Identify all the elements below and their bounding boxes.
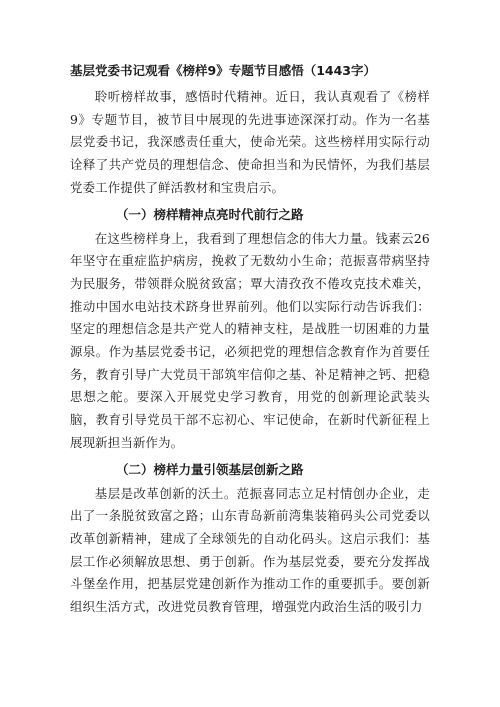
section-paragraph-1: 在这些榜样身上，我看到了理想信念的伟大力量。钱素云26年坚守在重症监护病房，挽救了无数幼小生命；范振喜带病坚持为民服务，带领群众脱贫致富；覃大清孜孜不倦攻克技术难关，推动中国水电站技术跻身世界前列。他们以实际行动告诉我们：坚定的理想信念是共产党人的精神支柱，是战胜一切困难的力量源泉。作为基层党委书记，必须把党的理想信念教育作为首要任务，教育引导广大党员干部筑牢信仰之基、补足精神之钙、把稳思想之舵。要深入开展党史学习教育，用党的创新理论武装头脑，教育引导党员干部不忘初心、牢记使命，在新时代新征程上展现新担当新作为。 <box>70 230 430 450</box>
section-paragraph-2: 基层是改革创新的沃土。范振喜同志立足村情创办企业，走出了一条脱贫致富之路；山东青岛新前湾集装箱码头公司党委以改革创新精神，建成了全球领先的自动化码头。这启示我们：基层工作必须解放思想、勇于创新。作为基层党委，要充分发挥战斗堡垒作用，把基层党建创新作为推动工作的重要抓手。要创新组织生活方式，改进党员教育管理，增强党内政治生活的吸引力 <box>70 485 430 615</box>
section-heading-2: （二）榜样力量引领基层创新之路 <box>116 461 304 477</box>
intro-paragraph: 聆听榜样故事，感悟时代精神。近日，我认真观看了《榜样9》专题节目，被节目中展现的先进事迹深深打动。作为一名基层党委书记，我深感责任重大，使命光荣。这些榜样用实际行动诠释了共产党员的理想信念、使命担当和为民情怀，为我们基层党委工作提供了鲜活教材和宝贵启示。 <box>70 89 430 195</box>
section-heading-1: （一）榜样精神点亮时代前行之路 <box>116 206 304 222</box>
document-body <box>70 62 430 619</box>
document-title: 基层党委书记观看《榜样9》专题节目感悟（1443字） <box>70 63 376 78</box>
